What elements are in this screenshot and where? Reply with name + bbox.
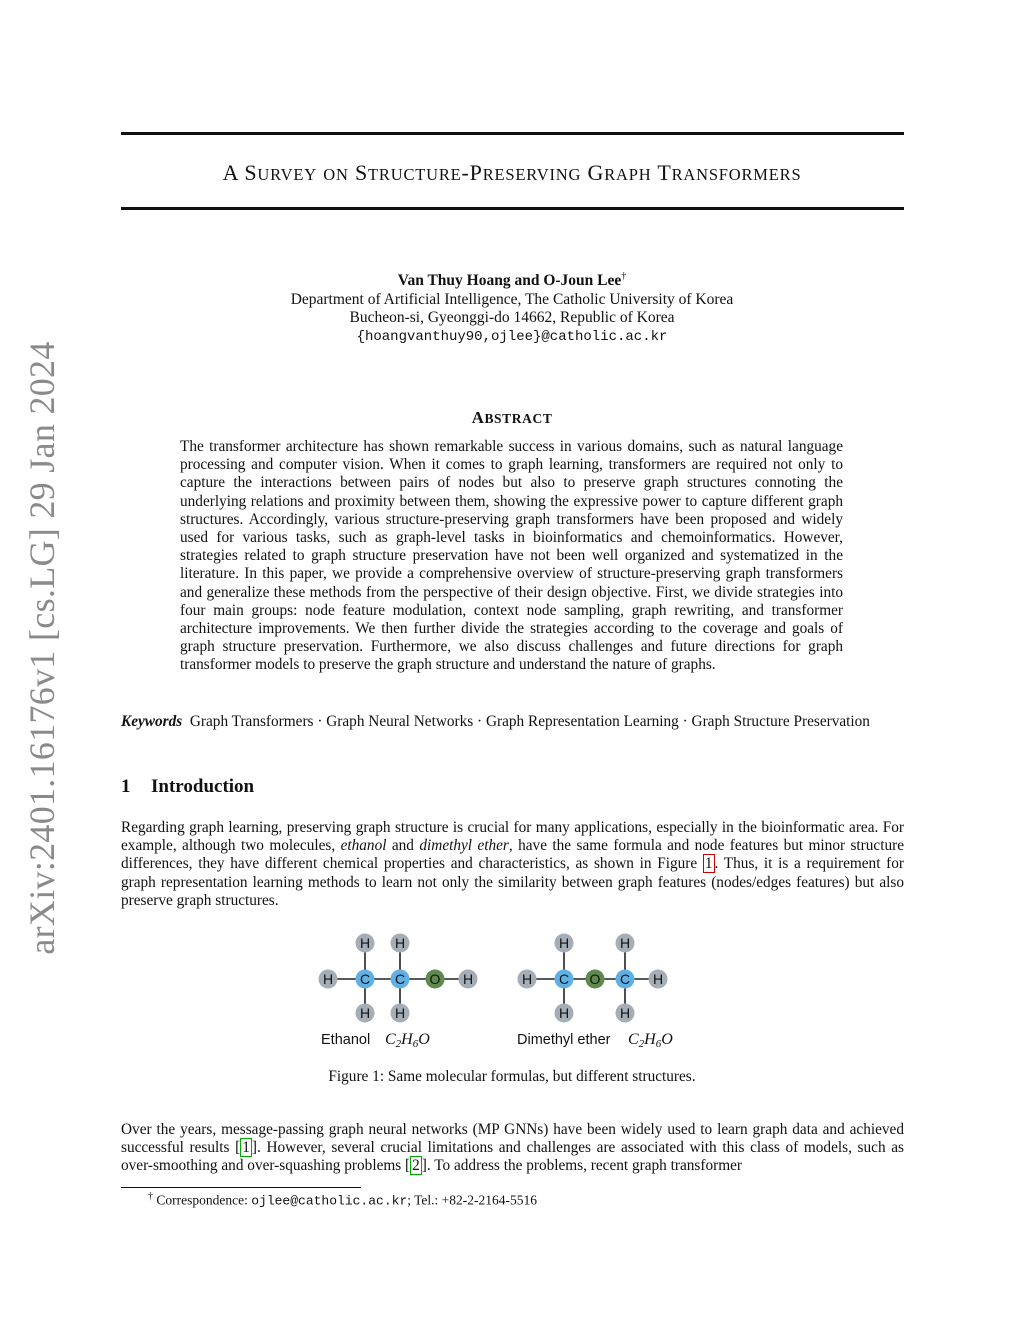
citation-1-link[interactable]: 1: [242, 1139, 250, 1157]
abstract-heading: ABSTRACT: [471, 408, 553, 427]
ethanol-molecule: [319, 934, 478, 1023]
atom-label: C: [394, 971, 406, 987]
title-bottom-rule: [121, 207, 904, 210]
abstract-text: The transformer architecture has shown remarkable success in various domains, such as natural language processing and computer vision. When it comes to graph learning, transformers are required not only to capture the interactions between pairs of nodes but also to preserve graph structures connoting the underlying relations and proximity between them, showing the expressive power to capture different graph structures. Accordingly, various structure-preserving graph transformers have been proposed and widely used for various tasks, such as graph-level tasks in bioinformatics and chemoinformatics. However, strategies related to graph structure preservation have not been well organized and systematized in the literature. In this paper, we provide a comprehensive overview of structure-preserving graph transformers and generalize these methods from the perspective of their design objective. First, we divide strategies into four main groups: node feature modulation, context node sampling, graph rewriting, and transformer architecture improvements. We then further divide the strategies according to the coverage and goals of graph structure preservation. Furthermore, we also discuss challenges and future directions for graph transformer models to preserve the graph structure and understand the nature of graphs.: [180, 438, 843, 674]
atom-label: H: [394, 935, 406, 951]
arxiv-stamp: arXiv:2401.16176v1 [cs.LG] 29 Jan 2024: [22, 341, 62, 955]
atom-label: H: [462, 971, 474, 987]
author-names: Van Thuy Hoang and O-Joun Lee†: [397, 271, 627, 290]
title-word: ON: [323, 165, 349, 184]
paper-title: [0, 160, 1024, 186]
atom-label: O: [429, 971, 441, 987]
title-top-rule: [121, 132, 904, 135]
atom-label: O: [589, 971, 601, 987]
title-word: STRUCTURE-PRESERVING: [355, 160, 582, 185]
atom-label: H: [619, 935, 631, 951]
footnote-rule: [121, 1187, 361, 1188]
section-heading-introduction: 1 Introduction: [121, 776, 255, 797]
authors-block: [0, 268, 1024, 346]
title-word: GRAPH: [587, 160, 652, 185]
title-word: SURVEY: [244, 160, 317, 185]
atom-label: H: [394, 1005, 406, 1021]
citation-2-link[interactable]: 2: [412, 1157, 420, 1175]
footnote-email[interactable]: ojlee@catholic.ac.kr: [251, 1193, 408, 1209]
atom-label: H: [521, 971, 533, 987]
atom-label: H: [558, 1005, 570, 1021]
molecule-name-dimethyl-ether: Dimethyl ether: [517, 1032, 611, 1048]
atom-label: C: [619, 971, 631, 987]
atom-label: H: [619, 1005, 631, 1021]
atom-label: H: [558, 935, 570, 951]
affiliation: Department of Artificial Intelligence, The Catholic University of Korea: [290, 290, 734, 308]
footnote: † Correspondence: ojlee@catholic.ac.kr; Tel.: +82-2-2164-5516: [148, 1191, 538, 1209]
figure-1-link[interactable]: 1: [704, 855, 713, 873]
formula-dimethyl-ether: C2H6O: [628, 1031, 673, 1050]
formula-ethanol: C2H6O: [385, 1031, 430, 1050]
atom-label: C: [558, 971, 570, 987]
intro-paragraph-2: Over the years, message-passing graph neural networks (MP GNNs) have been widely used to learn graph data and achieved successful results [ 1 ]. However, several crucial limitations and challenges are associated with this class of models, such as over-smoothing and over-squashing problems [ 2 ]. To address the problems, recent graph transformer: [121, 1121, 904, 1175]
figure-1-caption: Figure 1: Same molecular formulas, but different structures.: [328, 1068, 696, 1085]
atom-label: C: [359, 971, 371, 987]
atom-label: H: [359, 935, 371, 951]
atom-label: H: [322, 971, 334, 987]
atom-label: H: [652, 971, 664, 987]
title-word: TRANSFORMERS: [657, 160, 802, 185]
title-word: A: [222, 160, 239, 185]
dimethyl-ether-molecule: [518, 934, 668, 1023]
figure-1-molecules: [300, 925, 730, 1055]
author-email[interactable]: {hoangvanthuy90,ojlee}@catholic.ac.kr: [356, 328, 668, 345]
molecule-name-ethanol: Ethanol: [321, 1032, 371, 1048]
address: Bucheon-si, Gyeonggi-do 14662, Republic of Korea: [349, 309, 675, 327]
atom-label: H: [359, 1005, 371, 1021]
intro-paragraph-1: Regarding graph learning, preserving graph structure is crucial for many applications, especially in the bioinformatic area. For example, although two molecules, ethanol and dimethyl ether, have the same formula and node features but minor structure differences, they have different chemical properties and characteristics, as shown in Figure 1 . Thus, it is a requirement for graph representation learning methods to learn not only the similarity between graph features (nodes/edges features) but also preserve graph structures.: [121, 819, 904, 909]
keywords: Keywords Graph Transformers · Graph Neural Networks · Graph Representation Learning · Graph Structure Preservation: [121, 713, 870, 730]
